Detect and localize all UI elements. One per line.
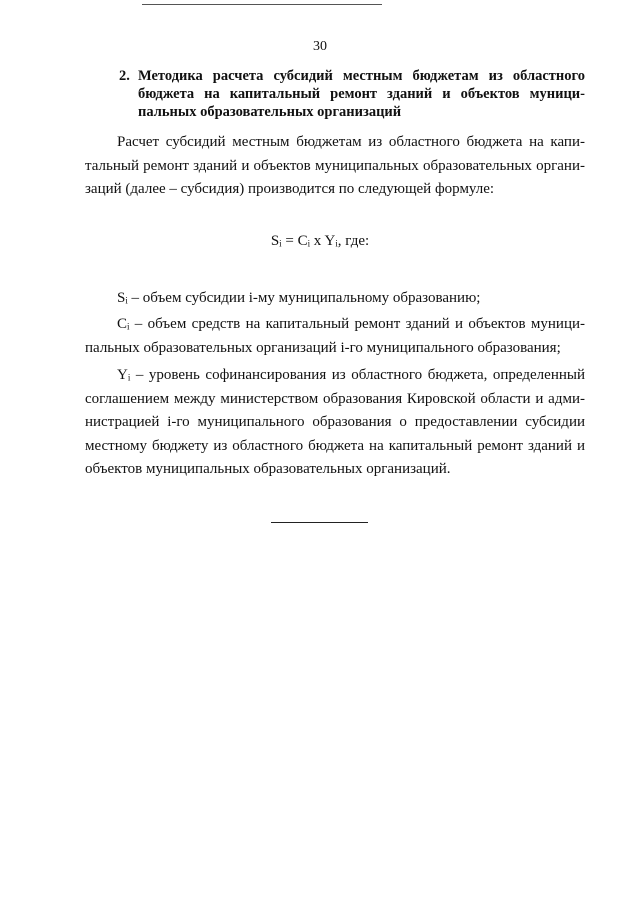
top-rule: [142, 4, 382, 5]
paragraph-line: Sᵢ – объем субсидии i-му муниципальному образованию;: [117, 290, 481, 306]
definition-c: [85, 313, 585, 360]
paragraph-line: Yᵢ – уровень софинансирования из областного бюджета, определенный: [117, 367, 585, 383]
paragraph-line: Расчет субсидий местным бюджетам из областного бюджета на капи-: [117, 134, 585, 150]
paragraph-line: объектов муниципальных образовательных организаций.: [85, 461, 451, 477]
page-number: 30: [313, 39, 327, 54]
paragraph-line: заций (далее – субсидия) производится по следующей формуле:: [85, 181, 495, 197]
paragraph-line: тальный ремонт зданий и объектов муниципальных образовательных органи-: [85, 157, 585, 174]
paragraph-line: местному бюджету из областного бюджета на капитальный ремонт зданий и: [85, 437, 585, 454]
section-number: 2.: [119, 68, 130, 84]
paragraph-line: соглашением между министерством образования Кировской области и адми-: [85, 390, 585, 407]
heading-line: Методика расчета субсидий местным бюджетам из областного: [138, 68, 585, 84]
intro-paragraph: [85, 131, 585, 202]
section-heading: [119, 67, 585, 121]
definition-y: [85, 364, 585, 482]
paragraph-line: нистрацией i-го муниципального образования о предоставлении субсидии: [85, 414, 585, 430]
end-divider: [271, 522, 368, 523]
formula: Sᵢ = Cᵢ x Yᵢ, где:: [270, 233, 370, 249]
definition-s: [85, 287, 585, 311]
heading-line: бюджета на капитальный ремонт зданий и объектов муници-: [138, 86, 585, 102]
heading-line: пальных образовательных организаций: [138, 104, 402, 120]
paragraph-line: Cᵢ – объем средств на капитальный ремонт зданий и объектов муници-: [117, 316, 585, 332]
paragraph-line: пальных образовательных организаций i-го муниципального образования;: [85, 339, 561, 356]
